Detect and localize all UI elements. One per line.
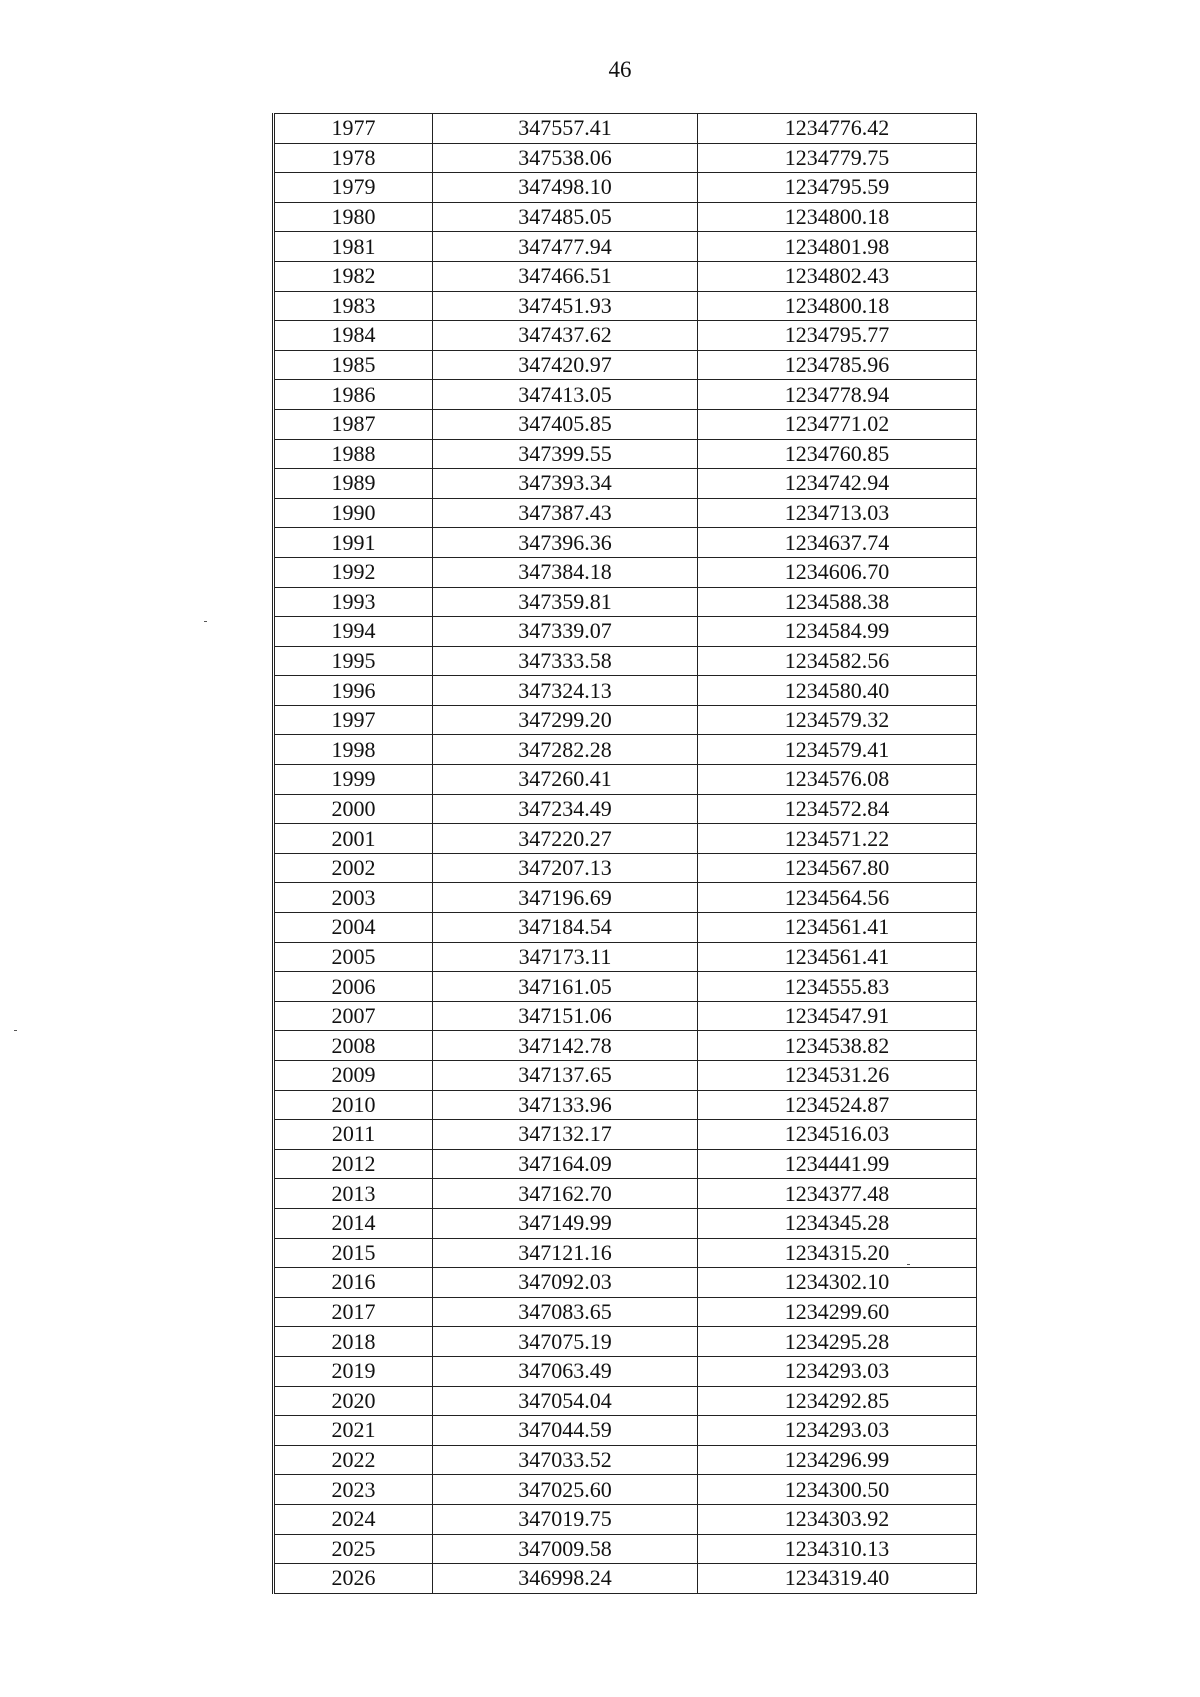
y-coordinate-cell: 1234555.83 bbox=[697, 972, 976, 1002]
x-coordinate-cell: 347234.49 bbox=[433, 794, 698, 824]
x-coordinate-cell: 347161.05 bbox=[433, 972, 698, 1002]
year-cell: 1987 bbox=[275, 409, 433, 439]
x-coordinate-cell: 347220.27 bbox=[433, 824, 698, 854]
year-cell: 1983 bbox=[275, 291, 433, 321]
year-cell: 1977 bbox=[275, 114, 433, 144]
x-coordinate-cell: 347384.18 bbox=[433, 557, 698, 587]
coordinates-table bbox=[275, 113, 977, 1594]
x-coordinate-cell: 347173.11 bbox=[433, 942, 698, 972]
year-cell: 1979 bbox=[275, 173, 433, 203]
table-row bbox=[275, 1564, 977, 1594]
year-cell: 1991 bbox=[275, 528, 433, 558]
y-coordinate-cell: 1234713.03 bbox=[697, 498, 976, 528]
year-cell: 2024 bbox=[275, 1504, 433, 1534]
table-row bbox=[275, 942, 977, 972]
table-row bbox=[275, 380, 977, 410]
y-coordinate-cell: 1234582.56 bbox=[697, 646, 976, 676]
y-coordinate-cell: 1234576.08 bbox=[697, 765, 976, 795]
table-row bbox=[275, 498, 977, 528]
y-coordinate-cell: 1234561.41 bbox=[697, 942, 976, 972]
y-coordinate-cell: 1234580.40 bbox=[697, 676, 976, 706]
x-coordinate-cell: 347149.99 bbox=[433, 1208, 698, 1238]
y-coordinate-cell: 1234572.84 bbox=[697, 794, 976, 824]
table-row bbox=[275, 202, 977, 232]
x-coordinate-cell: 347033.52 bbox=[433, 1445, 698, 1475]
x-coordinate-cell: 347420.97 bbox=[433, 350, 698, 380]
table-row bbox=[275, 321, 977, 351]
y-coordinate-cell: 1234760.85 bbox=[697, 439, 976, 469]
x-coordinate-cell: 347054.04 bbox=[433, 1386, 698, 1416]
table-row bbox=[275, 1356, 977, 1386]
year-cell: 2011 bbox=[275, 1120, 433, 1150]
table-row bbox=[275, 735, 977, 765]
y-coordinate-cell: 1234296.99 bbox=[697, 1445, 976, 1475]
table-row bbox=[275, 824, 977, 854]
x-coordinate-cell: 347009.58 bbox=[433, 1534, 698, 1564]
year-cell: 2016 bbox=[275, 1268, 433, 1298]
y-coordinate-cell: 1234293.03 bbox=[697, 1356, 976, 1386]
x-coordinate-cell: 347137.65 bbox=[433, 1061, 698, 1091]
table-row bbox=[275, 291, 977, 321]
year-cell: 2026 bbox=[275, 1564, 433, 1594]
y-coordinate-cell: 1234310.13 bbox=[697, 1534, 976, 1564]
y-coordinate-cell: 1234588.38 bbox=[697, 587, 976, 617]
table-row bbox=[275, 1031, 977, 1061]
x-coordinate-cell: 347387.43 bbox=[433, 498, 698, 528]
table-row bbox=[275, 1238, 977, 1268]
year-cell: 1985 bbox=[275, 350, 433, 380]
year-cell: 2003 bbox=[275, 883, 433, 913]
x-coordinate-cell: 347142.78 bbox=[433, 1031, 698, 1061]
x-coordinate-cell: 347075.19 bbox=[433, 1327, 698, 1357]
y-coordinate-cell: 1234802.43 bbox=[697, 261, 976, 291]
table-row bbox=[275, 705, 977, 735]
x-coordinate-cell: 347044.59 bbox=[433, 1416, 698, 1446]
table-row bbox=[275, 646, 977, 676]
year-cell: 1984 bbox=[275, 321, 433, 351]
y-coordinate-cell: 1234300.50 bbox=[697, 1475, 976, 1505]
y-coordinate-cell: 1234293.03 bbox=[697, 1416, 976, 1446]
y-coordinate-cell: 1234303.92 bbox=[697, 1504, 976, 1534]
year-cell: 2007 bbox=[275, 1001, 433, 1031]
x-coordinate-cell: 347333.58 bbox=[433, 646, 698, 676]
y-coordinate-cell: 1234584.99 bbox=[697, 617, 976, 647]
x-coordinate-cell: 347396.36 bbox=[433, 528, 698, 558]
table-row bbox=[275, 1534, 977, 1564]
year-cell: 2025 bbox=[275, 1534, 433, 1564]
y-coordinate-cell: 1234319.40 bbox=[697, 1564, 976, 1594]
year-cell: 1993 bbox=[275, 587, 433, 617]
y-coordinate-cell: 1234292.85 bbox=[697, 1386, 976, 1416]
year-cell: 2019 bbox=[275, 1356, 433, 1386]
y-coordinate-cell: 1234795.77 bbox=[697, 321, 976, 351]
x-coordinate-cell: 347466.51 bbox=[433, 261, 698, 291]
year-cell: 2008 bbox=[275, 1031, 433, 1061]
y-coordinate-cell: 1234561.41 bbox=[697, 913, 976, 943]
y-coordinate-cell: 1234302.10 bbox=[697, 1268, 976, 1298]
x-coordinate-cell: 347413.05 bbox=[433, 380, 698, 410]
table-row bbox=[275, 587, 977, 617]
table-row bbox=[275, 883, 977, 913]
scan-speck bbox=[14, 1030, 17, 1031]
x-coordinate-cell: 347299.20 bbox=[433, 705, 698, 735]
y-coordinate-cell: 1234315.20 bbox=[697, 1238, 976, 1268]
x-coordinate-cell: 347359.81 bbox=[433, 587, 698, 617]
x-coordinate-cell: 347339.07 bbox=[433, 617, 698, 647]
table-row bbox=[275, 972, 977, 1002]
year-cell: 1999 bbox=[275, 765, 433, 795]
table-row bbox=[275, 1475, 977, 1505]
table-row bbox=[275, 1120, 977, 1150]
year-cell: 2013 bbox=[275, 1179, 433, 1209]
year-cell: 2017 bbox=[275, 1297, 433, 1327]
year-cell: 1992 bbox=[275, 557, 433, 587]
x-coordinate-cell: 347485.05 bbox=[433, 202, 698, 232]
y-coordinate-cell: 1234801.98 bbox=[697, 232, 976, 262]
table-row bbox=[275, 232, 977, 262]
year-cell: 1990 bbox=[275, 498, 433, 528]
y-coordinate-cell: 1234785.96 bbox=[697, 350, 976, 380]
y-coordinate-cell: 1234564.56 bbox=[697, 883, 976, 913]
page-number: 46 bbox=[608, 57, 632, 82]
table-row bbox=[275, 853, 977, 883]
year-cell: 2012 bbox=[275, 1149, 433, 1179]
y-coordinate-cell: 1234579.32 bbox=[697, 705, 976, 735]
year-cell: 2021 bbox=[275, 1416, 433, 1446]
year-cell: 2001 bbox=[275, 824, 433, 854]
table-row bbox=[275, 173, 977, 203]
table-row bbox=[275, 439, 977, 469]
table-row bbox=[275, 1001, 977, 1031]
table-row bbox=[275, 794, 977, 824]
coordinates-table-container bbox=[272, 113, 977, 1594]
y-coordinate-cell: 1234345.28 bbox=[697, 1208, 976, 1238]
year-cell: 1978 bbox=[275, 143, 433, 173]
table-row bbox=[275, 1179, 977, 1209]
table-row bbox=[275, 1416, 977, 1446]
table-row bbox=[275, 913, 977, 943]
x-coordinate-cell: 347477.94 bbox=[433, 232, 698, 262]
table-row bbox=[275, 676, 977, 706]
y-coordinate-cell: 1234776.42 bbox=[697, 114, 976, 144]
y-coordinate-cell: 1234547.91 bbox=[697, 1001, 976, 1031]
y-coordinate-cell: 1234778.94 bbox=[697, 380, 976, 410]
year-cell: 2010 bbox=[275, 1090, 433, 1120]
year-cell: 1989 bbox=[275, 469, 433, 499]
y-coordinate-cell: 1234800.18 bbox=[697, 291, 976, 321]
table-row bbox=[275, 617, 977, 647]
year-cell: 2009 bbox=[275, 1061, 433, 1091]
y-coordinate-cell: 1234800.18 bbox=[697, 202, 976, 232]
x-coordinate-cell: 347324.13 bbox=[433, 676, 698, 706]
x-coordinate-cell: 347162.70 bbox=[433, 1179, 698, 1209]
year-cell: 1982 bbox=[275, 261, 433, 291]
y-coordinate-cell: 1234295.28 bbox=[697, 1327, 976, 1357]
table-row bbox=[275, 469, 977, 499]
table-body bbox=[275, 114, 977, 1594]
table-row bbox=[275, 1208, 977, 1238]
x-coordinate-cell: 347063.49 bbox=[433, 1356, 698, 1386]
year-cell: 1997 bbox=[275, 705, 433, 735]
year-cell: 2014 bbox=[275, 1208, 433, 1238]
x-coordinate-cell: 347557.41 bbox=[433, 114, 698, 144]
y-coordinate-cell: 1234742.94 bbox=[697, 469, 976, 499]
y-coordinate-cell: 1234771.02 bbox=[697, 409, 976, 439]
table-row bbox=[275, 528, 977, 558]
y-coordinate-cell: 1234567.80 bbox=[697, 853, 976, 883]
y-coordinate-cell: 1234538.82 bbox=[697, 1031, 976, 1061]
year-cell: 1994 bbox=[275, 617, 433, 647]
year-cell: 2023 bbox=[275, 1475, 433, 1505]
x-coordinate-cell: 347437.62 bbox=[433, 321, 698, 351]
year-cell: 1981 bbox=[275, 232, 433, 262]
year-cell: 1986 bbox=[275, 380, 433, 410]
year-cell: 2022 bbox=[275, 1445, 433, 1475]
table-row bbox=[275, 1386, 977, 1416]
y-coordinate-cell: 1234531.26 bbox=[697, 1061, 976, 1091]
y-coordinate-cell: 1234299.60 bbox=[697, 1297, 976, 1327]
table-row bbox=[275, 114, 977, 144]
x-coordinate-cell: 347451.93 bbox=[433, 291, 698, 321]
table-row bbox=[275, 557, 977, 587]
y-coordinate-cell: 1234441.99 bbox=[697, 1149, 976, 1179]
year-cell: 1995 bbox=[275, 646, 433, 676]
table-row bbox=[275, 409, 977, 439]
table-row bbox=[275, 1149, 977, 1179]
year-cell: 2004 bbox=[275, 913, 433, 943]
table-row bbox=[275, 1445, 977, 1475]
table-row bbox=[275, 350, 977, 380]
table-row bbox=[275, 1297, 977, 1327]
year-cell: 2020 bbox=[275, 1386, 433, 1416]
x-coordinate-cell: 347151.06 bbox=[433, 1001, 698, 1031]
table-row bbox=[275, 1090, 977, 1120]
y-coordinate-cell: 1234606.70 bbox=[697, 557, 976, 587]
x-coordinate-cell: 347133.96 bbox=[433, 1090, 698, 1120]
y-coordinate-cell: 1234571.22 bbox=[697, 824, 976, 854]
table-row bbox=[275, 1268, 977, 1298]
x-coordinate-cell: 347393.34 bbox=[433, 469, 698, 499]
x-coordinate-cell: 347538.06 bbox=[433, 143, 698, 173]
table-row bbox=[275, 765, 977, 795]
table-row bbox=[275, 1327, 977, 1357]
year-cell: 2006 bbox=[275, 972, 433, 1002]
year-cell: 2000 bbox=[275, 794, 433, 824]
scan-speck bbox=[204, 621, 207, 622]
y-coordinate-cell: 1234779.75 bbox=[697, 143, 976, 173]
x-coordinate-cell: 347196.69 bbox=[433, 883, 698, 913]
x-coordinate-cell: 347121.16 bbox=[433, 1238, 698, 1268]
scan-speck bbox=[907, 1264, 910, 1265]
table-row bbox=[275, 1504, 977, 1534]
year-cell: 2015 bbox=[275, 1238, 433, 1268]
table-row bbox=[275, 1061, 977, 1091]
year-cell: 2018 bbox=[275, 1327, 433, 1357]
x-coordinate-cell: 347498.10 bbox=[433, 173, 698, 203]
x-coordinate-cell: 347405.85 bbox=[433, 409, 698, 439]
year-cell: 1996 bbox=[275, 676, 433, 706]
y-coordinate-cell: 1234516.03 bbox=[697, 1120, 976, 1150]
x-coordinate-cell: 347207.13 bbox=[433, 853, 698, 883]
x-coordinate-cell: 347083.65 bbox=[433, 1297, 698, 1327]
x-coordinate-cell: 347132.17 bbox=[433, 1120, 698, 1150]
y-coordinate-cell: 1234579.41 bbox=[697, 735, 976, 765]
table-row bbox=[275, 143, 977, 173]
x-coordinate-cell: 347260.41 bbox=[433, 765, 698, 795]
x-coordinate-cell: 347282.28 bbox=[433, 735, 698, 765]
y-coordinate-cell: 1234795.59 bbox=[697, 173, 976, 203]
x-coordinate-cell: 347184.54 bbox=[433, 913, 698, 943]
year-cell: 2002 bbox=[275, 853, 433, 883]
y-coordinate-cell: 1234524.87 bbox=[697, 1090, 976, 1120]
y-coordinate-cell: 1234637.74 bbox=[697, 528, 976, 558]
x-coordinate-cell: 347092.03 bbox=[433, 1268, 698, 1298]
x-coordinate-cell: 347164.09 bbox=[433, 1149, 698, 1179]
x-coordinate-cell: 347019.75 bbox=[433, 1504, 698, 1534]
table-row bbox=[275, 261, 977, 291]
x-coordinate-cell: 346998.24 bbox=[433, 1564, 698, 1594]
year-cell: 1998 bbox=[275, 735, 433, 765]
x-coordinate-cell: 347399.55 bbox=[433, 439, 698, 469]
year-cell: 1980 bbox=[275, 202, 433, 232]
year-cell: 1988 bbox=[275, 439, 433, 469]
year-cell: 2005 bbox=[275, 942, 433, 972]
x-coordinate-cell: 347025.60 bbox=[433, 1475, 698, 1505]
y-coordinate-cell: 1234377.48 bbox=[697, 1179, 976, 1209]
